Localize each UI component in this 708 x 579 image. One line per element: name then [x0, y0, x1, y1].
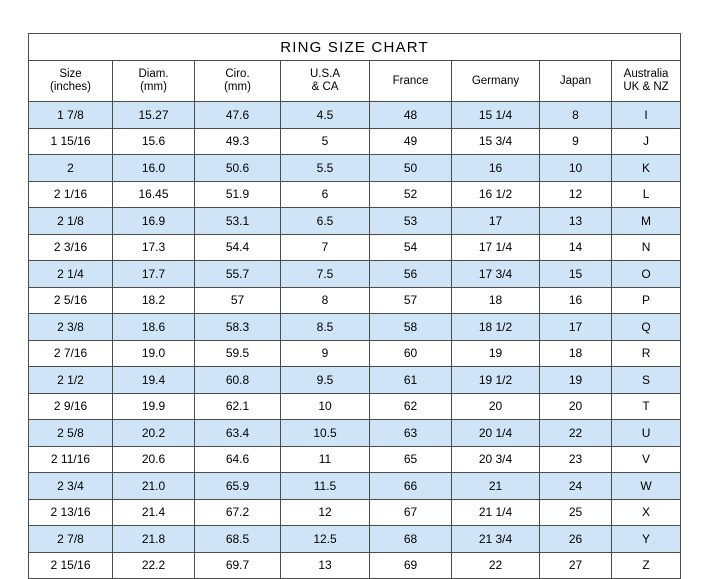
table-row — [29, 393, 681, 420]
cell-circumference: 64.6 — [195, 446, 281, 473]
cell-diameter: 22.2 — [113, 552, 195, 579]
cell-circumference: 57 — [195, 287, 281, 314]
column-header-line2: & CA — [311, 81, 339, 93]
cell-australia-uk-nz: U — [612, 420, 681, 447]
cell-australia-uk-nz: L — [612, 181, 681, 208]
cell-size: 2 3/4 — [29, 473, 113, 500]
cell-france: 57 — [370, 287, 452, 314]
table-row — [29, 287, 681, 314]
column-header-japan — [540, 61, 612, 102]
cell-size: 2 13/16 — [29, 499, 113, 526]
cell-circumference: 55.7 — [195, 261, 281, 288]
cell-size: 2 1/8 — [29, 208, 113, 235]
cell-france: 65 — [370, 446, 452, 473]
cell-germany: 21 1/4 — [452, 499, 540, 526]
cell-australia-uk-nz: Z — [612, 552, 681, 579]
column-header-usa-ca — [281, 61, 370, 102]
cell-australia-uk-nz: S — [612, 367, 681, 394]
cell-germany: 20 3/4 — [452, 446, 540, 473]
cell-size: 2 1/16 — [29, 181, 113, 208]
cell-usa-ca: 13 — [281, 552, 370, 579]
column-header-size — [29, 61, 113, 102]
cell-france: 49 — [370, 128, 452, 155]
cell-japan: 20 — [540, 393, 612, 420]
cell-australia-uk-nz: K — [612, 155, 681, 182]
cell-circumference: 49.3 — [195, 128, 281, 155]
cell-usa-ca: 8 — [281, 287, 370, 314]
cell-australia-uk-nz: W — [612, 473, 681, 500]
cell-usa-ca: 10 — [281, 393, 370, 420]
cell-australia-uk-nz: R — [612, 340, 681, 367]
cell-australia-uk-nz: T — [612, 393, 681, 420]
ring-size-chart-table — [28, 33, 681, 579]
table-row — [29, 552, 681, 579]
cell-usa-ca: 7.5 — [281, 261, 370, 288]
cell-usa-ca: 7 — [281, 234, 370, 261]
cell-japan: 16 — [540, 287, 612, 314]
column-header-line1: Size — [59, 68, 82, 80]
cell-diameter: 19.9 — [113, 393, 195, 420]
cell-diameter: 16.9 — [113, 208, 195, 235]
table-row — [29, 446, 681, 473]
cell-size: 1 15/16 — [29, 128, 113, 155]
cell-size: 2 7/8 — [29, 526, 113, 553]
cell-france: 61 — [370, 367, 452, 394]
cell-germany: 15 1/4 — [452, 102, 540, 129]
cell-diameter: 19.0 — [113, 340, 195, 367]
cell-usa-ca: 8.5 — [281, 314, 370, 341]
cell-circumference: 54.4 — [195, 234, 281, 261]
column-header-line1: Diam. — [138, 68, 169, 80]
column-header-line2: UK & NZ — [623, 81, 669, 93]
cell-size: 2 7/16 — [29, 340, 113, 367]
page-title: RING SIZE CHART — [29, 34, 681, 61]
table-header-row — [29, 61, 681, 102]
cell-germany: 17 3/4 — [452, 261, 540, 288]
cell-size: 2 3/16 — [29, 234, 113, 261]
cell-diameter: 15.6 — [113, 128, 195, 155]
column-header-line2: (mm) — [140, 81, 167, 93]
cell-size: 2 1/4 — [29, 261, 113, 288]
cell-size: 2 9/16 — [29, 393, 113, 420]
cell-germany: 16 — [452, 155, 540, 182]
cell-japan: 22 — [540, 420, 612, 447]
cell-france: 53 — [370, 208, 452, 235]
cell-circumference: 59.5 — [195, 340, 281, 367]
cell-size: 2 5/8 — [29, 420, 113, 447]
cell-usa-ca: 12 — [281, 499, 370, 526]
cell-japan: 12 — [540, 181, 612, 208]
cell-france: 52 — [370, 181, 452, 208]
cell-france: 62 — [370, 393, 452, 420]
cell-germany: 21 3/4 — [452, 526, 540, 553]
column-header-germany — [452, 61, 540, 102]
cell-japan: 14 — [540, 234, 612, 261]
cell-japan: 27 — [540, 552, 612, 579]
cell-japan: 10 — [540, 155, 612, 182]
cell-germany: 22 — [452, 552, 540, 579]
cell-japan: 26 — [540, 526, 612, 553]
cell-france: 58 — [370, 314, 452, 341]
cell-usa-ca: 11 — [281, 446, 370, 473]
cell-france: 63 — [370, 420, 452, 447]
cell-circumference: 65.9 — [195, 473, 281, 500]
cell-germany: 18 — [452, 287, 540, 314]
cell-germany: 20 1/4 — [452, 420, 540, 447]
table-row — [29, 473, 681, 500]
cell-australia-uk-nz: J — [612, 128, 681, 155]
table-row — [29, 155, 681, 182]
chart-title-row — [29, 34, 681, 61]
cell-australia-uk-nz: Q — [612, 314, 681, 341]
table-row — [29, 499, 681, 526]
cell-usa-ca: 6.5 — [281, 208, 370, 235]
cell-usa-ca: 9 — [281, 340, 370, 367]
column-header-australia-uk-nz — [612, 61, 681, 102]
cell-usa-ca: 4.5 — [281, 102, 370, 129]
cell-japan: 17 — [540, 314, 612, 341]
cell-france: 66 — [370, 473, 452, 500]
cell-france: 69 — [370, 552, 452, 579]
cell-size: 2 5/16 — [29, 287, 113, 314]
cell-japan: 23 — [540, 446, 612, 473]
cell-japan: 8 — [540, 102, 612, 129]
cell-australia-uk-nz: O — [612, 261, 681, 288]
cell-size: 2 1/2 — [29, 367, 113, 394]
cell-diameter: 16.0 — [113, 155, 195, 182]
column-header-line2: (mm) — [224, 81, 251, 93]
cell-japan: 25 — [540, 499, 612, 526]
cell-australia-uk-nz: V — [612, 446, 681, 473]
cell-usa-ca: 9.5 — [281, 367, 370, 394]
cell-diameter: 15.27 — [113, 102, 195, 129]
cell-france: 60 — [370, 340, 452, 367]
cell-size: 2 15/16 — [29, 552, 113, 579]
cell-usa-ca: 10.5 — [281, 420, 370, 447]
table-row — [29, 181, 681, 208]
cell-circumference: 68.5 — [195, 526, 281, 553]
cell-australia-uk-nz: Y — [612, 526, 681, 553]
cell-diameter: 16.45 — [113, 181, 195, 208]
cell-germany: 17 1/4 — [452, 234, 540, 261]
table-row — [29, 128, 681, 155]
cell-germany: 20 — [452, 393, 540, 420]
cell-circumference: 67.2 — [195, 499, 281, 526]
cell-australia-uk-nz: X — [612, 499, 681, 526]
cell-germany: 19 1/2 — [452, 367, 540, 394]
cell-germany: 17 — [452, 208, 540, 235]
cell-diameter: 21.0 — [113, 473, 195, 500]
cell-circumference: 58.3 — [195, 314, 281, 341]
table-row — [29, 420, 681, 447]
cell-usa-ca: 11.5 — [281, 473, 370, 500]
cell-france: 67 — [370, 499, 452, 526]
cell-usa-ca: 12.5 — [281, 526, 370, 553]
cell-diameter: 18.2 — [113, 287, 195, 314]
cell-usa-ca: 5 — [281, 128, 370, 155]
column-header-line1: Ciro. — [225, 68, 250, 80]
cell-france: 54 — [370, 234, 452, 261]
cell-circumference: 60.8 — [195, 367, 281, 394]
cell-diameter: 18.6 — [113, 314, 195, 341]
column-header-line1: Japan — [559, 74, 592, 87]
table-row — [29, 234, 681, 261]
cell-germany: 16 1/2 — [452, 181, 540, 208]
cell-size: 2 — [29, 155, 113, 182]
column-header-line1: U.S.A — [309, 68, 341, 80]
cell-japan: 18 — [540, 340, 612, 367]
table-row — [29, 340, 681, 367]
column-header-line1: Germany — [471, 74, 520, 87]
column-header-line1: France — [392, 74, 429, 87]
cell-japan: 15 — [540, 261, 612, 288]
cell-germany: 19 — [452, 340, 540, 367]
cell-australia-uk-nz: P — [612, 287, 681, 314]
cell-circumference: 50.6 — [195, 155, 281, 182]
cell-germany: 15 3/4 — [452, 128, 540, 155]
cell-france: 56 — [370, 261, 452, 288]
cell-circumference: 53.1 — [195, 208, 281, 235]
table-row — [29, 367, 681, 394]
cell-circumference: 69.7 — [195, 552, 281, 579]
cell-size: 1 7/8 — [29, 102, 113, 129]
cell-france: 48 — [370, 102, 452, 129]
column-header-diameter — [113, 61, 195, 102]
cell-diameter: 19.4 — [113, 367, 195, 394]
cell-germany: 21 — [452, 473, 540, 500]
column-header-line1: Australia — [623, 68, 669, 80]
cell-diameter: 17.7 — [113, 261, 195, 288]
cell-germany: 18 1/2 — [452, 314, 540, 341]
cell-japan: 13 — [540, 208, 612, 235]
cell-diameter: 20.6 — [113, 446, 195, 473]
ring-size-chart-sheet — [28, 33, 680, 579]
cell-size: 2 3/8 — [29, 314, 113, 341]
cell-circumference: 47.6 — [195, 102, 281, 129]
cell-diameter: 17.3 — [113, 234, 195, 261]
cell-australia-uk-nz: M — [612, 208, 681, 235]
table-row — [29, 102, 681, 129]
cell-diameter: 21.4 — [113, 499, 195, 526]
table-row — [29, 261, 681, 288]
cell-circumference: 51.9 — [195, 181, 281, 208]
cell-japan: 9 — [540, 128, 612, 155]
cell-usa-ca: 5.5 — [281, 155, 370, 182]
cell-size: 2 11/16 — [29, 446, 113, 473]
cell-circumference: 62.1 — [195, 393, 281, 420]
cell-diameter: 21.8 — [113, 526, 195, 553]
cell-france: 68 — [370, 526, 452, 553]
cell-diameter: 20.2 — [113, 420, 195, 447]
cell-usa-ca: 6 — [281, 181, 370, 208]
table-row — [29, 208, 681, 235]
cell-france: 50 — [370, 155, 452, 182]
cell-australia-uk-nz: I — [612, 102, 681, 129]
column-header-line2: (inches) — [50, 81, 91, 93]
table-row — [29, 314, 681, 341]
cell-japan: 19 — [540, 367, 612, 394]
table-row — [29, 526, 681, 553]
column-header-france — [370, 61, 452, 102]
column-header-circumference — [195, 61, 281, 102]
cell-australia-uk-nz: N — [612, 234, 681, 261]
cell-circumference: 63.4 — [195, 420, 281, 447]
cell-japan: 24 — [540, 473, 612, 500]
